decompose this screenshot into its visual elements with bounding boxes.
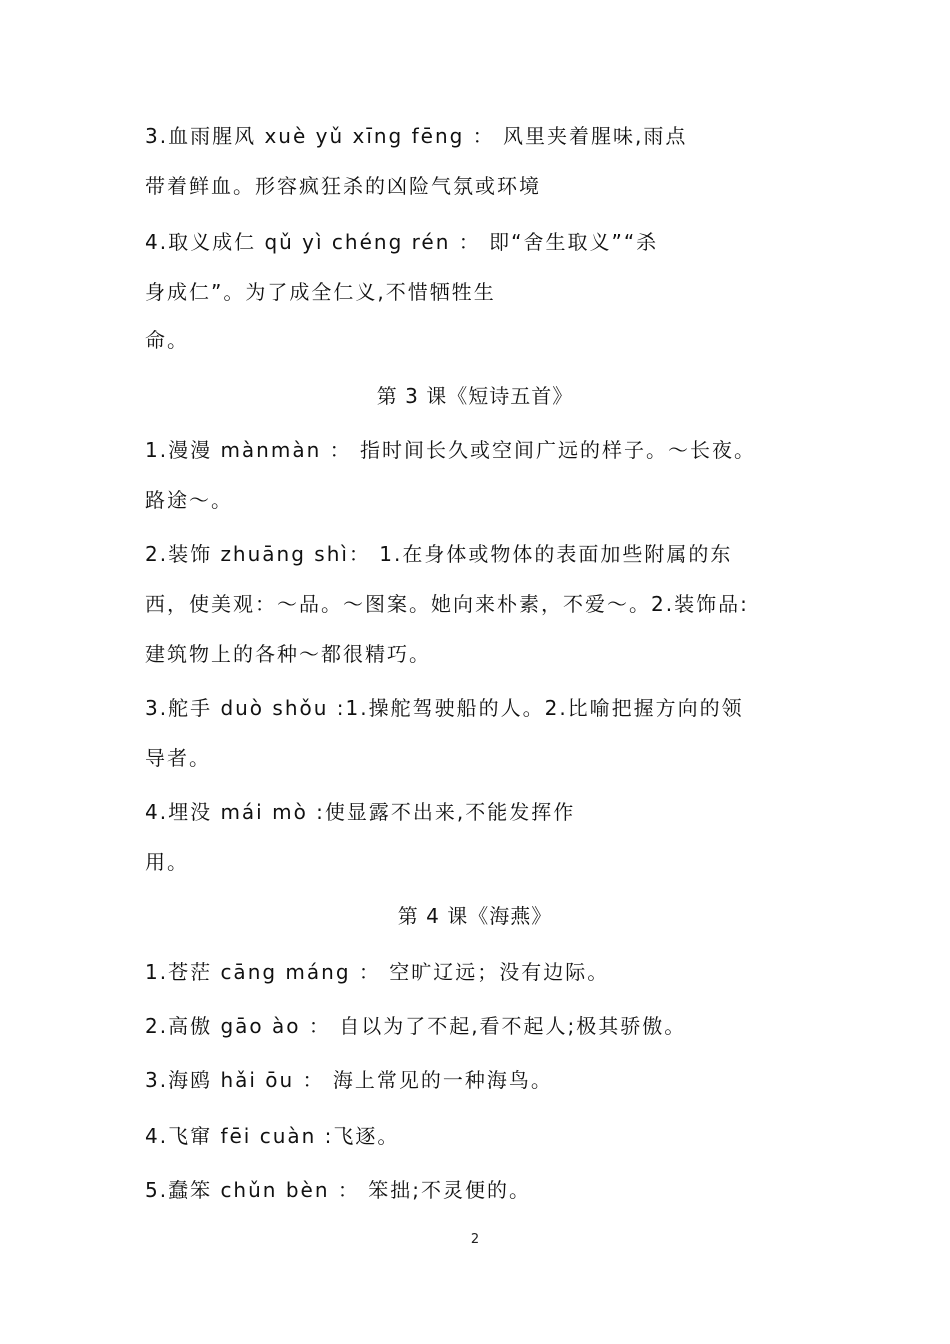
entry-zhuangshi-line-2: 西，使美观：～品。～图案。她向来朴素，不爱～。2.装饰品:	[145, 592, 749, 616]
entry-xueyuxingfeng-line-1: 3.血雨腥风 xuè yǔ xīng fēng ： 风里夹着腥味,雨点	[145, 124, 688, 148]
entry-maimo-line-1: 4.埋没 mái mò :使显露不出来,不能发挥作	[145, 800, 576, 824]
entry-manman-line-1: 1.漫漫 mànmàn ： 指时间长久或空间广远的样子。～长夜。	[145, 438, 756, 462]
entry-quyichengren-line-1: 4.取义成仁 qǔ yì chéng rén ： 即“舍生取义”“杀	[145, 230, 659, 254]
entry-chunben: 5.蠢笨 chǔn bèn ： 笨拙;不灵便的。	[145, 1178, 531, 1202]
entry-cangmang: 1.苍茫 cāng máng ： 空旷辽远；没有边际。	[145, 960, 610, 984]
entry-zhuangshi-line-3: 建筑物上的各种～都很精巧。	[145, 642, 431, 666]
entry-quyichengren-line-3: 命。	[145, 328, 189, 352]
entry-duoshou-line-1: 3.舵手 duò shǒu :1.操舵驾驶船的人。2.比喻把握方向的领	[145, 696, 744, 720]
lesson-3-heading: 第 3 课《短诗五首》	[376, 384, 574, 408]
entry-feicuan: 4.飞窜 fēi cuàn :飞逐。	[145, 1124, 400, 1148]
entry-gaoao: 2.高傲 gāo ào ： 自以为了不起,看不起人;极其骄傲。	[145, 1014, 687, 1038]
entry-quyichengren-line-2: 身成仁”。为了成全仁义,不惜牺牲生	[145, 280, 496, 304]
entry-manman-line-2: 路途～。	[145, 488, 233, 512]
lesson-4-heading: 第 4 课《海燕》	[397, 904, 553, 928]
entry-haiou: 3.海鸥 hǎi ōu ： 海上常见的一种海鸟。	[145, 1068, 553, 1092]
entry-maimo-line-2: 用。	[145, 850, 189, 874]
entry-zhuangshi-line-1: 2.装饰 zhuāng shì： 1.在身体或物体的表面加些附属的东	[145, 542, 733, 566]
page-number: 2	[470, 1232, 480, 1247]
entry-xueyuxingfeng-line-2: 带着鲜血。形容疯狂杀的凶险气氛或环境	[145, 174, 541, 198]
entry-duoshou-line-2: 导者。	[145, 746, 211, 770]
